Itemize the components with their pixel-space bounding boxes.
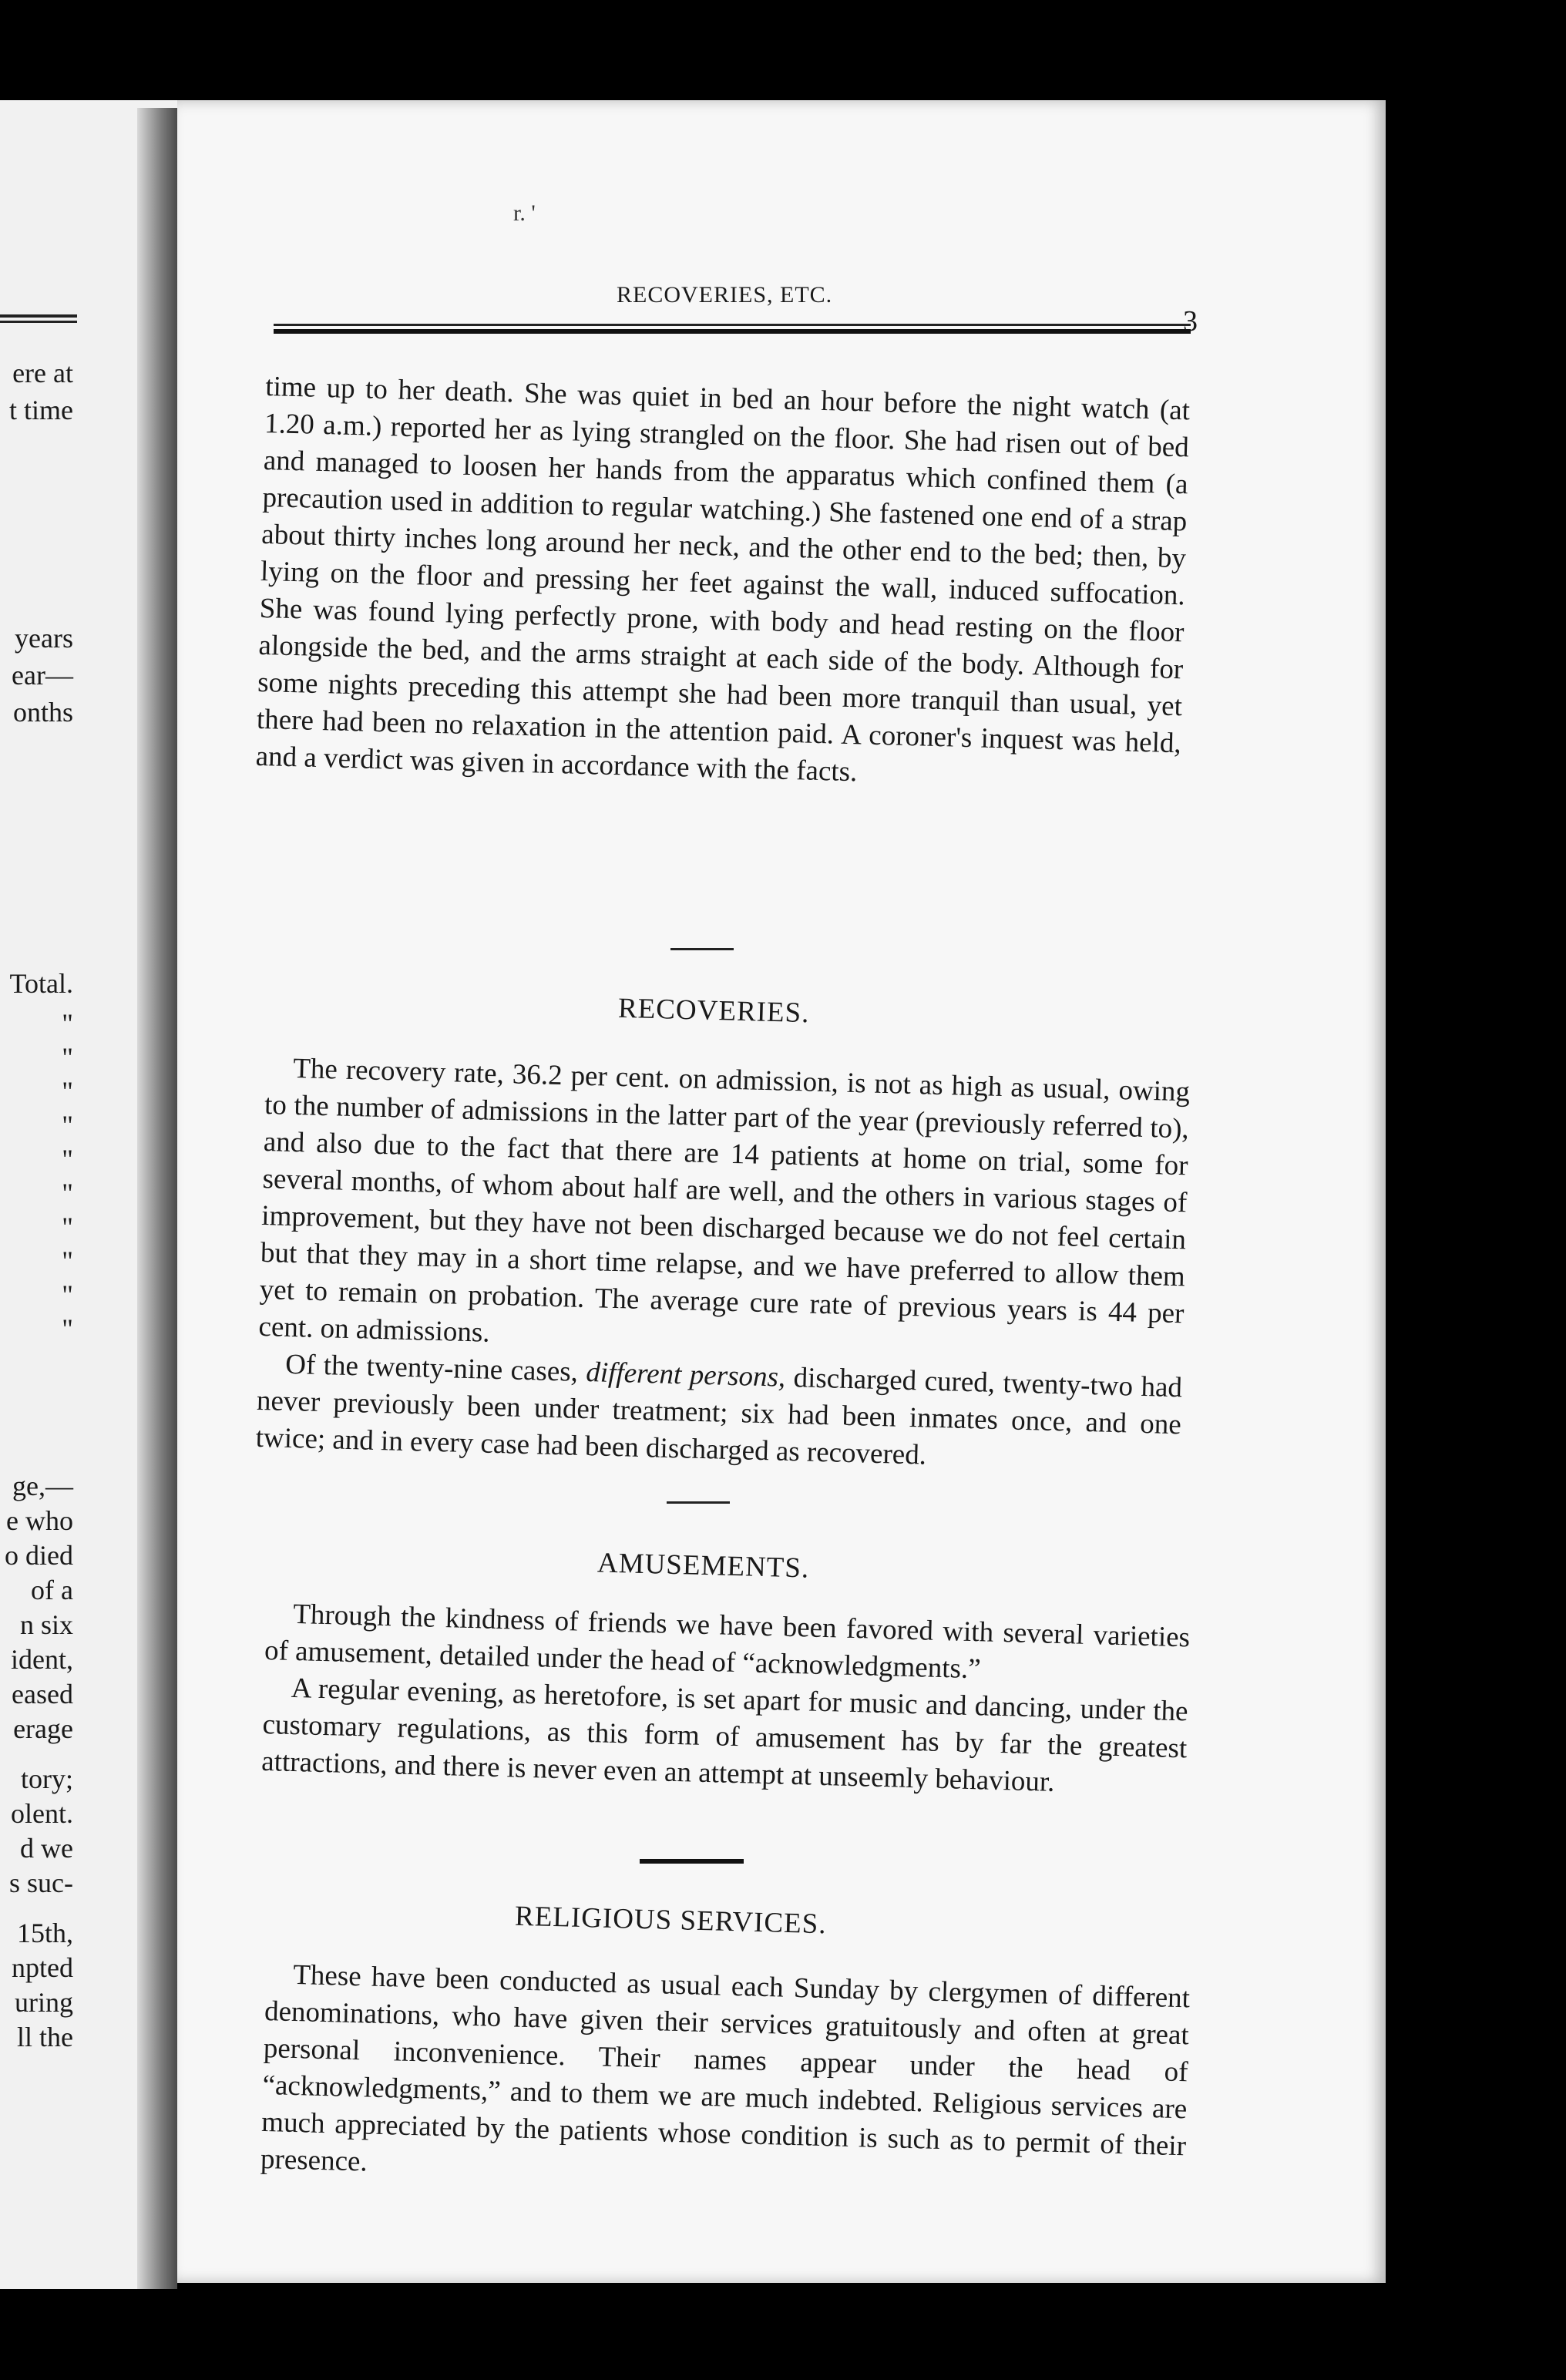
left-page-fragment: ge,— [12,1471,73,1501]
recoveries-block [255,1050,1190,1481]
amusements-block [261,1595,1191,1804]
page-gutter [137,108,177,2289]
left-page-rule [0,321,77,323]
left-page-fragment: ll the [17,2022,73,2052]
page-number: 3 [1183,305,1198,338]
recoveries-title: RECOVERIES. [617,992,810,1030]
left-page-fragment: " [62,1178,73,1208]
religious-services-title: RELIGIOUS SERVICES. [514,1900,828,1941]
left-page-fragment: ident, [11,1644,73,1675]
left-page-fragment: " [62,1245,73,1276]
left-page-fragment: ear— [12,660,73,691]
left-page-fragment: uring [15,1987,73,2018]
text-span: discharged cured, twenty-two had never previously been under treatment; six had been inmates once, and one twice; and in every case had been discharged as recovered. [255,1361,1183,1471]
running-head: RECOVERIES, ETC. [617,282,833,308]
amusements-title: AMUSEMENTS. [596,1547,810,1585]
left-page-fragment: eased [12,1679,73,1709]
left-page-fragment: t time [9,395,73,425]
left-page-fragment: onths [12,697,73,728]
religious-services-paragraph: These have been conducted as usual each Sunday by clergymen of different denominations, who have given their services gratuitously and often at great personal inconvenience. Their names appear under the head of “acknowledgments,” and to them we are much indebted. Religious services are much appreciated by the patients whose condition is such as to permit of their presence. [260,1958,1191,2178]
religious-services-block [260,1956,1190,2202]
left-page-fragment: Total. [9,968,73,999]
left-page-fragment: " [62,1110,73,1141]
left-page-fragment: tory; [21,1763,73,1794]
main-page [177,100,1386,2283]
left-page-fragment: " [62,1279,73,1310]
header-rule [274,324,1191,326]
left-page-fragment: 15th, [16,1918,73,1948]
left-page-fragment: s suc- [9,1867,73,1898]
left-page-fragment: " [62,1313,73,1344]
left-page-rule [0,314,77,318]
recoveries-paragraph-2 [255,1346,1182,1481]
intro-paragraph: time up to her death. She was quiet in bed an hour before the night watch (at 1.20 a.m.) reported her as lying strangled on the floor. She had risen out of bed and managed to loosen her hands from the apparatus which confined them (a precaution used in addition to regular watching.) She fastened one end of a strap about thirty inches long around her neck, and the other end to the bed; then, by lying on the floor and pressing her feet against the wall, induced suffocation. She was found lying perfectly prone, with body and head resting on the floor alongside the bed, and the arms straight at each side of the body. Although for some nights preceding this attempt she had been more tranquil than usual, yet there had been no relaxation in the attention paid. A coroner's inquest was held, and a verdict was given in accordance with the facts. [255,370,1191,788]
left-page-fragment: " [62,1042,73,1073]
italic-phrase: different persons, [585,1356,786,1393]
recoveries-paragraph: The recovery rate, 36.2 per cent. on admission, is not as high as usual, owing to the number of admissions in the latter part of the year (previously referred to), and also due to the fact that there are 14 patients at home on trial, some for several months, of whom about half are well, and the others in various stages of improvement, but they have not been discharged because we do not feel certain but that they may in a short time relapse, and we have preferred to allow them yet to remain on probation. The average cure rate of previous years is 44 per cent. on admissions. [258,1052,1191,1349]
section-divider [640,1859,744,1864]
left-page-fragment: ere at [12,358,73,388]
text-span: Of the twenty-nine cases, [284,1348,586,1389]
left-page-fragment: npted [12,1952,73,1983]
left-page-fragment: " [62,1212,73,1242]
section-divider [670,948,734,950]
left-page-fragment: d we [20,1833,73,1864]
left-page-fragment: e who [6,1505,73,1536]
left-page-fragment: n six [19,1609,73,1640]
ink-mark: r. ' [513,200,536,226]
left-page-fragment: " [62,1076,73,1107]
left-page-fragment: erage [13,1713,73,1744]
amusements-paragraph-2: A regular evening, as heretofore, is set apart for music and dancing, under the customary regulations, as this form of amusement has by far the greatest attractions, and there is never even an attempt at unseemly behaviour. [260,1672,1188,1798]
left-page-fragment: olent. [11,1798,73,1829]
left-page-fragment: years [15,623,73,654]
left-page-fragment: " [62,1144,73,1175]
left-page-fragment: of a [31,1575,73,1605]
header-rule [274,329,1191,334]
amusements-paragraph: Through the kindness of friends we have been favored with several varieties of amusement, detailed under the head of “acknowledgments.” [264,1598,1191,1686]
intro-paragraph-block [255,368,1190,799]
section-divider [667,1501,730,1504]
left-page-fragment: " [62,1008,73,1039]
left-page-fragment: o died [5,1540,73,1571]
